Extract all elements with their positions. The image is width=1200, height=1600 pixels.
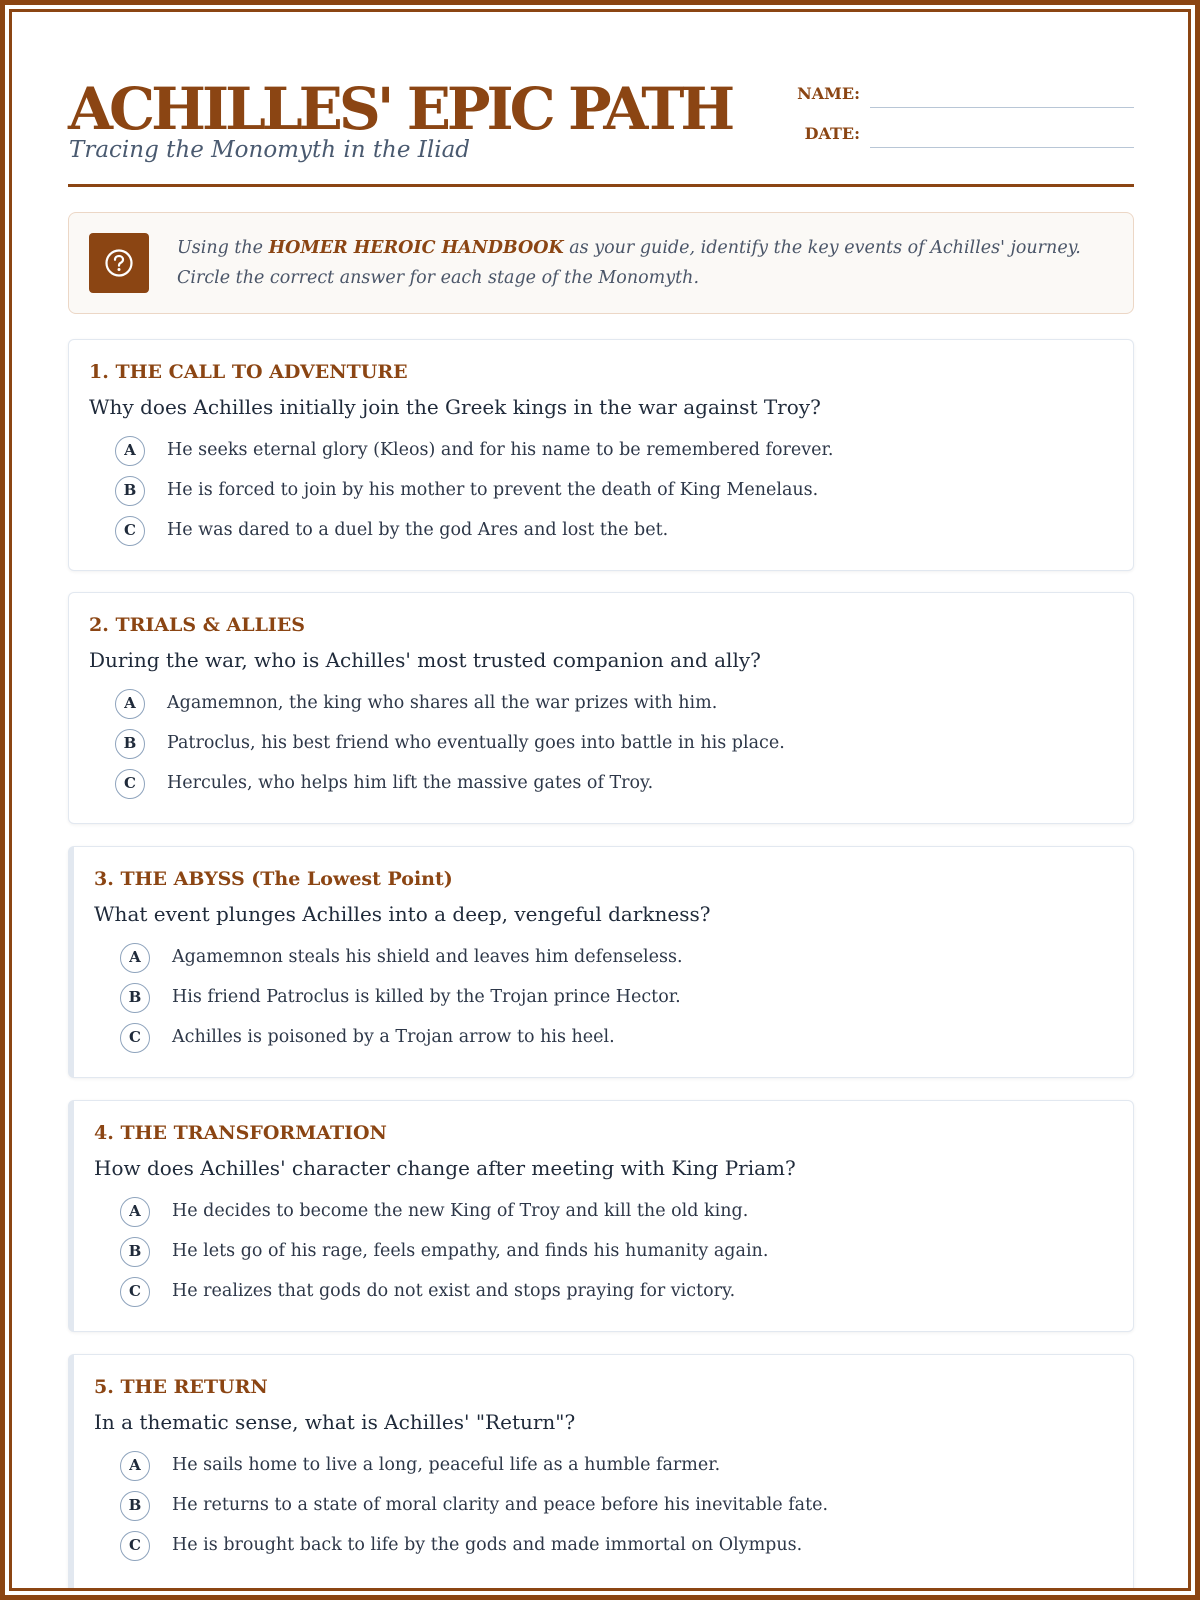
question-text: Why does Achilles initially join the Greek kings in the war against Troy?: [89, 395, 821, 419]
option-letter[interactable]: A: [115, 436, 145, 466]
option-letter[interactable]: C: [115, 516, 145, 546]
name-line[interactable]: [870, 107, 1134, 108]
instructions-suffix: as your guide, identify the key events of Achilles' journey. Circle the correct answer for each stage of the Monomyth.: [177, 238, 1081, 288]
option-1a[interactable]: [115, 436, 1075, 468]
option-letter[interactable]: B: [120, 983, 150, 1013]
option-4b[interactable]: [120, 1237, 1080, 1269]
option-3a[interactable]: [120, 943, 1080, 975]
option-text: Achilles is poisoned by a Trojan arrow to his heel.: [172, 1027, 615, 1047]
option-text: Agamemnon, the king who shares all the war prizes with him.: [167, 693, 718, 713]
question-text: How does Achilles' character change after meeting with King Priam?: [94, 1156, 796, 1180]
page-title: ACHILLES' EPIC PATH: [68, 75, 732, 143]
option-letter[interactable]: B: [115, 476, 145, 506]
option-text: He returns to a state of moral clarity and peace before his inevitable fate.: [172, 1495, 829, 1515]
option-letter[interactable]: C: [120, 1277, 150, 1307]
option-letter[interactable]: C: [120, 1023, 150, 1053]
instructions-prefix: Using the: [177, 238, 269, 258]
option-letter[interactable]: A: [120, 943, 150, 973]
instructions-text: [177, 233, 1097, 293]
date-line[interactable]: [870, 147, 1134, 148]
option-5b[interactable]: [120, 1491, 1080, 1523]
instructions-box: [68, 212, 1134, 314]
question-text: What event plunges Achilles into a deep, vengeful darkness?: [94, 902, 711, 926]
option-2c[interactable]: [115, 769, 1075, 801]
question-title: 1. THE CALL TO ADVENTURE: [89, 361, 408, 383]
worksheet-page: [9, 9, 1191, 1591]
question-title: 5. THE RETURN: [94, 1376, 268, 1398]
handbook-name: HOMER HEROIC HANDBOOK: [268, 238, 564, 258]
option-2b[interactable]: [115, 729, 1075, 761]
option-letter[interactable]: A: [115, 689, 145, 719]
option-text: His friend Patroclus is killed by the Trojan prince Hector.: [172, 987, 681, 1007]
option-letter[interactable]: B: [120, 1491, 150, 1521]
worksheet-content: [68, 12, 1134, 1555]
option-letter[interactable]: C: [120, 1531, 150, 1561]
question-card-1: [68, 339, 1134, 571]
option-letter[interactable]: B: [115, 729, 145, 759]
name-label: NAME:: [797, 84, 860, 103]
option-4a[interactable]: [120, 1197, 1080, 1229]
option-letter[interactable]: A: [120, 1451, 150, 1481]
option-text: He lets go of his rage, feels empathy, and finds his humanity again.: [172, 1241, 769, 1261]
option-text: He decides to become the new King of Troy and kill the old king.: [172, 1201, 749, 1221]
page-subtitle: Tracing the Monomyth in the Iliad: [69, 137, 471, 163]
option-letter[interactable]: B: [120, 1237, 150, 1267]
question-circle-icon: [89, 233, 149, 293]
option-text: He is forced to join by his mother to prevent the death of King Menelaus.: [167, 480, 819, 500]
option-5a[interactable]: [120, 1451, 1080, 1483]
option-4c[interactable]: [120, 1277, 1080, 1309]
question-text: During the war, who is Achilles' most trusted companion and ally?: [89, 648, 761, 672]
option-text: He realizes that gods do not exist and stops praying for victory.: [172, 1281, 736, 1301]
option-text: Patroclus, his best friend who eventually goes into battle in his place.: [167, 733, 785, 753]
date-label: DATE:: [804, 124, 860, 143]
question-card-4: [68, 1100, 1134, 1332]
question-title: 4. THE TRANSFORMATION: [94, 1122, 387, 1144]
option-1b[interactable]: [115, 476, 1075, 508]
question-card-5: [68, 1354, 1134, 1591]
name-field[interactable]: [794, 84, 1134, 108]
option-2a[interactable]: [115, 689, 1075, 721]
option-3c[interactable]: [120, 1023, 1080, 1055]
option-3b[interactable]: [120, 983, 1080, 1015]
option-letter[interactable]: C: [115, 769, 145, 799]
question-text: In a thematic sense, what is Achilles' "Return"?: [94, 1410, 576, 1434]
question-card-2: [68, 592, 1134, 824]
option-text: He is brought back to life by the gods and made immortal on Olympus.: [172, 1535, 803, 1555]
option-text: He was dared to a duel by the god Ares and lost the bet.: [167, 520, 669, 540]
worksheet-header: [68, 12, 1134, 187]
option-text: Hercules, who helps him lift the massive gates of Troy.: [167, 773, 654, 793]
option-1c[interactable]: [115, 516, 1075, 548]
date-field[interactable]: [794, 124, 1134, 148]
question-card-3: [68, 846, 1134, 1078]
option-text: He sails home to live a long, peaceful life as a humble farmer.: [172, 1455, 721, 1475]
option-text: Agamemnon steals his shield and leaves him defenseless.: [172, 947, 683, 967]
option-5c[interactable]: [120, 1531, 1080, 1563]
question-title: 3. THE ABYSS (The Lowest Point): [94, 868, 453, 890]
question-title: 2. TRIALS & ALLIES: [89, 614, 306, 636]
option-letter[interactable]: A: [120, 1197, 150, 1227]
option-text: He seeks eternal glory (Kleos) and for his name to be remembered forever.: [167, 440, 834, 460]
